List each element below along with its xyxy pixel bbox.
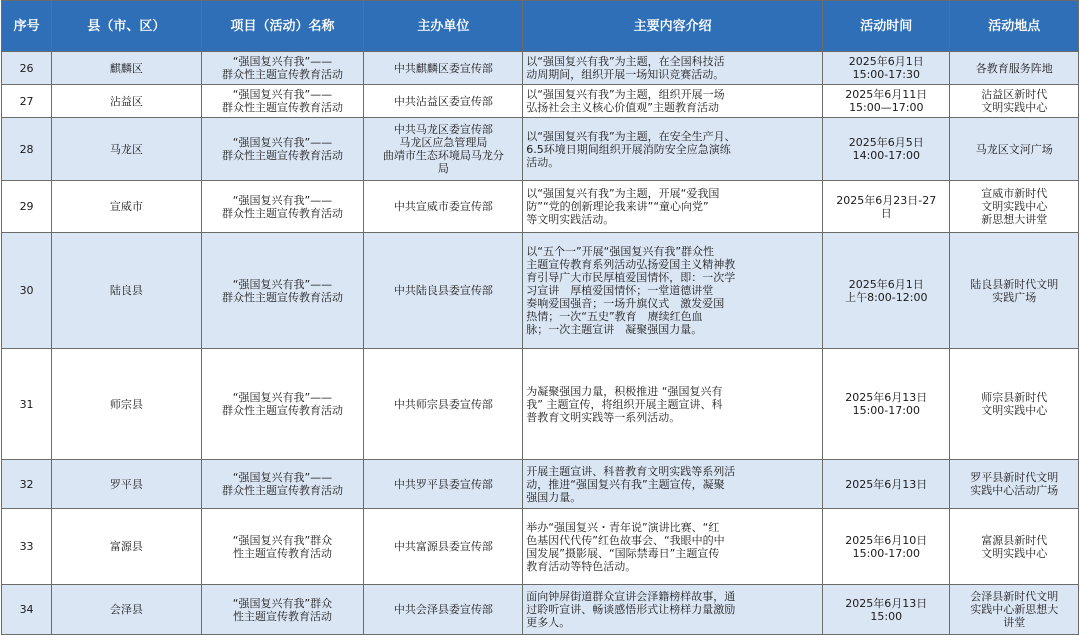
cell-organizer-line: 中共师宗县委宣传部	[393, 397, 493, 411]
cell-content-line: 举办“强国复兴・青年说”演讲比赛、“红	[526, 520, 720, 534]
cell-content-line: 等文明实践活动。	[526, 213, 615, 226]
cell-content	[523, 118, 823, 181]
cell-time-line: 2025年6月13日	[845, 596, 928, 610]
cell-content-line: 习宣讲 厚植爱国情怀；一堂道德讲堂	[526, 284, 714, 297]
cell-location-line: 文明实践中心	[981, 101, 1048, 114]
cell-time-line: 2025年6月1日	[848, 55, 924, 68]
cell-location-line: 师宗县新时代	[981, 391, 1048, 404]
cell-county: 师宗县	[52, 349, 201, 460]
cell-time	[823, 585, 950, 635]
cell-time-line: 15:00-17:30	[852, 68, 920, 81]
cell-location-line: 罗平县新时代文明	[970, 471, 1059, 484]
cell-location-line: 会泽县新时代文明	[970, 590, 1059, 603]
cell-content	[523, 52, 823, 85]
cell-time-line: 15:00-17:00	[852, 404, 920, 417]
cell-location	[950, 233, 1079, 349]
cell-activity-name-line: “强国复兴有我”群众	[232, 596, 333, 610]
cell-time	[823, 52, 950, 85]
cell-activity-name-line: 群众性主题宣传教育活动	[221, 101, 343, 114]
cell-location-line: 陆良县新时代文明	[970, 277, 1059, 291]
cell-content-line: 活动。	[526, 155, 560, 169]
cell-time	[823, 509, 950, 585]
cell-index: 31	[2, 349, 52, 460]
cell-content	[523, 509, 823, 585]
cell-county: 陆良县	[52, 233, 201, 349]
cell-time-line: 2025年6月23日-27	[836, 193, 937, 207]
cell-time	[823, 181, 950, 233]
cell-content-line: 强国力量。	[526, 490, 582, 504]
cell-content-line: 弘扬社会主义核心价值观”主题教育活动	[526, 101, 719, 114]
cell-activity-name-line: “强国复兴有我”——	[232, 88, 333, 101]
header-location: 活动地点	[950, 1, 1079, 52]
cell-content	[523, 85, 823, 118]
cell-time-line: 2025年6月1日	[848, 277, 924, 291]
cell-time-line: 上午8:00-12:00	[845, 290, 928, 304]
cell-county: 富源县	[52, 509, 201, 585]
cell-organizer	[364, 181, 523, 233]
cell-location	[950, 585, 1079, 635]
cell-content-line: 动，推进“强国复兴有我”主题宣传，凝聚	[526, 477, 725, 491]
cell-organizer-line: 中共宣威市委宣传部	[393, 200, 493, 213]
cell-activity-name-line: “强国复兴有我”——	[232, 136, 333, 149]
cell-content-line: 动周期间，组织开展一场知识竞赛活动。	[526, 68, 725, 81]
cell-activity-name	[201, 585, 364, 635]
header-content: 主要内容介绍	[523, 1, 823, 52]
cell-time	[823, 349, 950, 460]
cell-activity-name-line: 性主题宣传教育活动	[232, 609, 332, 623]
cell-content-line: 奏响爱国强音；一场升旗仪式 激发爱国	[526, 297, 725, 310]
cell-location-line: 马龙区文河广场	[975, 142, 1053, 156]
cell-index: 33	[2, 509, 52, 585]
cell-organizer	[364, 460, 523, 509]
table-row	[2, 52, 1079, 85]
cell-index: 32	[2, 460, 52, 509]
cell-content-line: 以“强国复兴有我”为主题，在全国科技活	[526, 55, 725, 68]
cell-time-line: 日	[880, 206, 892, 220]
cell-content-line: 过聆听宣讲、畅谈感悟形式让榜样力量激励	[526, 603, 736, 616]
cell-content	[523, 349, 823, 460]
cell-content-line: 育引导广大市民厚植爱国情怀，即：一次学	[526, 271, 736, 284]
cell-time-line: 2025年6月5日	[848, 136, 924, 149]
cell-location	[950, 85, 1079, 118]
cell-location	[950, 181, 1079, 233]
cell-content-line: 开展主题宣讲、科普教育文明实践等系列活	[526, 464, 736, 478]
cell-county: 麒麟区	[52, 52, 201, 85]
cell-content	[523, 233, 823, 349]
cell-location-line: 新思想大讲堂	[981, 213, 1048, 226]
cell-organizer	[364, 52, 523, 85]
cell-activity-name	[201, 349, 364, 460]
table-row	[2, 509, 1079, 585]
table-row	[2, 85, 1079, 118]
cell-content	[523, 460, 823, 509]
cell-county: 会泽县	[52, 585, 201, 635]
cell-content-line: 以“强国复兴有我”为主题，在安全生产月、	[526, 129, 736, 143]
cell-organizer-line: 中共沾益区委宣传部	[393, 94, 493, 108]
header-activity-name: 项目（活动）名称	[201, 1, 364, 52]
cell-index: 27	[2, 85, 52, 118]
cell-activity-name-line: 群众性主题宣传教育活动	[221, 290, 343, 304]
cell-location-line: 文明实践中心	[981, 546, 1048, 560]
cell-organizer	[364, 349, 523, 460]
cell-location	[950, 118, 1079, 181]
cell-location-line: 实践中心活动广场	[970, 484, 1059, 497]
cell-content-line: 热情；一次“五史”教育 赓续红色血	[526, 310, 703, 323]
cell-organizer-line: 马龙区应急管理局	[399, 136, 488, 149]
cell-location	[950, 509, 1079, 585]
table-row	[2, 118, 1079, 181]
cell-county: 沾益区	[52, 85, 201, 118]
cell-activity-name-line: 群众性主题宣传教育活动	[221, 206, 343, 220]
cell-content-line: 为凝聚强国力量，积极推进 “强国复兴有	[526, 384, 723, 398]
cell-content	[523, 181, 823, 233]
cell-content-line: 防”“党的创新理论我来讲”“童心向党”	[526, 200, 709, 213]
cell-activity-name-line: “强国复兴有我”——	[232, 193, 333, 207]
cell-index: 29	[2, 181, 52, 233]
cell-activity-name-line: “强国复兴有我”——	[232, 55, 333, 68]
cell-activity-name-line: 群众性主题宣传教育活动	[221, 149, 343, 162]
cell-time-line: 2025年6月13日	[845, 391, 928, 404]
cell-organizer	[364, 85, 523, 118]
table-row	[2, 460, 1079, 509]
cell-organizer	[364, 585, 523, 635]
cell-organizer-line: 中共陆良县委宣传部	[393, 284, 493, 297]
header-time: 活动时间	[823, 1, 950, 52]
cell-location-line: 实践广场	[992, 290, 1037, 304]
cell-activity-name-line: “强国复兴有我”——	[232, 277, 333, 291]
cell-location	[950, 460, 1079, 509]
cell-activity-name-line: 群众性主题宣传教育活动	[221, 404, 343, 417]
cell-organizer	[364, 509, 523, 585]
cell-activity-name	[201, 181, 364, 233]
header-county: 县（市、区）	[52, 1, 201, 52]
cell-index: 28	[2, 118, 52, 181]
cell-time-line: 15:00	[870, 609, 903, 623]
cell-content-line: 普教育文明实践等一系列活动。	[526, 410, 681, 424]
cell-time-line: 14:00-17:00	[852, 149, 920, 162]
cell-activity-name	[201, 85, 364, 118]
cell-content-line: 6.5环境日期间组织开展消防安全应急演练	[526, 142, 731, 156]
table-row	[2, 349, 1079, 460]
cell-activity-name-line: 群众性主题宣传教育活动	[221, 484, 343, 497]
cell-activity-name-line: 性主题宣传教育活动	[232, 546, 332, 560]
cell-time-line: 15:00-17:00	[852, 546, 920, 560]
cell-location-line: 沾益区新时代	[981, 88, 1048, 101]
cell-time	[823, 233, 950, 349]
table-row	[2, 181, 1079, 233]
cell-activity-name	[201, 509, 364, 585]
header-organizer: 主办单位	[364, 1, 523, 52]
cell-content-line: 以“强国复兴有我”为主题，组织开展一场	[526, 88, 725, 101]
cell-organizer-line: 中共麒麟区委宣传部	[393, 61, 493, 75]
table-row	[2, 233, 1079, 349]
cell-activity-name-line: “强国复兴有我”群众	[232, 533, 333, 547]
cell-location-line: 文明实践中心	[981, 200, 1048, 213]
cell-activity-name	[201, 460, 364, 509]
cell-activity-name	[201, 233, 364, 349]
cell-activity-name-line: “强国复兴有我”——	[232, 471, 333, 484]
cell-content-line: 以“五个一”开展“强国复兴有我”群众性	[526, 245, 715, 258]
cell-time-line: 2025年6月11日	[845, 88, 928, 101]
table-header-row	[2, 1, 1079, 52]
cell-time-line: 15:00—17:00	[849, 101, 924, 114]
cell-content-line: 以“强国复兴有我”为主题，开展“爱我国	[526, 187, 720, 200]
cell-time-line: 2025年6月10日	[845, 533, 928, 547]
cell-time	[823, 460, 950, 509]
cell-time	[823, 85, 950, 118]
cell-content-line: 面向钟屏街道群众宣讲会泽籍榜样故事，通	[526, 590, 736, 603]
cell-organizer	[364, 118, 523, 181]
cell-organizer-line: 中共富源县委宣传部	[393, 540, 493, 553]
cell-activity-name-line: “强国复兴有我”——	[232, 391, 333, 404]
cell-content-line: 国发展”摄影展、“国际禁毒日”主题宣传	[526, 546, 720, 560]
cell-county: 宣威市	[52, 181, 201, 233]
cell-index: 34	[2, 585, 52, 635]
cell-county: 罗平县	[52, 460, 201, 509]
cell-location-line: 讲堂	[1003, 616, 1026, 629]
cell-activity-name-line: 群众性主题宣传教育活动	[221, 68, 343, 81]
cell-location-line: 宣威市新时代	[981, 187, 1048, 200]
cell-content-line: 我” 主题宣传，将组织开展主题宣讲、科	[526, 397, 723, 411]
table-row	[2, 585, 1079, 635]
cell-organizer-line: 中共罗平县委宣传部	[393, 477, 493, 491]
cell-organizer	[364, 233, 523, 349]
cell-location-line: 文明实践中心	[981, 404, 1048, 417]
cell-location-line: 各教育服务阵地	[975, 61, 1053, 75]
cell-county: 马龙区	[52, 118, 201, 181]
cell-location	[950, 52, 1079, 85]
cell-location-line: 富源县新时代	[981, 533, 1048, 547]
cell-activity-name	[201, 52, 364, 85]
cell-content-line: 色基因代代传”红色故事会、“我眼中的中	[526, 533, 725, 547]
header-index: 序号	[2, 1, 52, 52]
cell-organizer-line: 中共马龙区委宣传部	[393, 123, 493, 136]
cell-index: 26	[2, 52, 52, 85]
cell-organizer-line: 曲靖市生态环境局马龙分	[382, 149, 504, 162]
cell-time-line: 2025年6月13日	[845, 477, 928, 491]
activity-table	[1, 0, 1079, 635]
cell-index: 30	[2, 233, 52, 349]
cell-content-line: 教育活动等特色活动。	[526, 559, 637, 573]
cell-time	[823, 118, 950, 181]
cell-organizer-line: 中共会泽县委宣传部	[393, 603, 493, 616]
cell-content-line: 更多人。	[526, 616, 571, 629]
cell-content-line: 脉；一次主题宣讲 凝聚强国力量。	[526, 323, 703, 336]
cell-content-line: 主题宣传教育系列活动弘扬爱国主义精神教	[526, 258, 736, 271]
cell-content	[523, 585, 823, 635]
cell-organizer-line: 局	[437, 162, 449, 175]
cell-activity-name	[201, 118, 364, 181]
cell-location-line: 实践中心新思想大	[970, 603, 1059, 616]
cell-location	[950, 349, 1079, 460]
